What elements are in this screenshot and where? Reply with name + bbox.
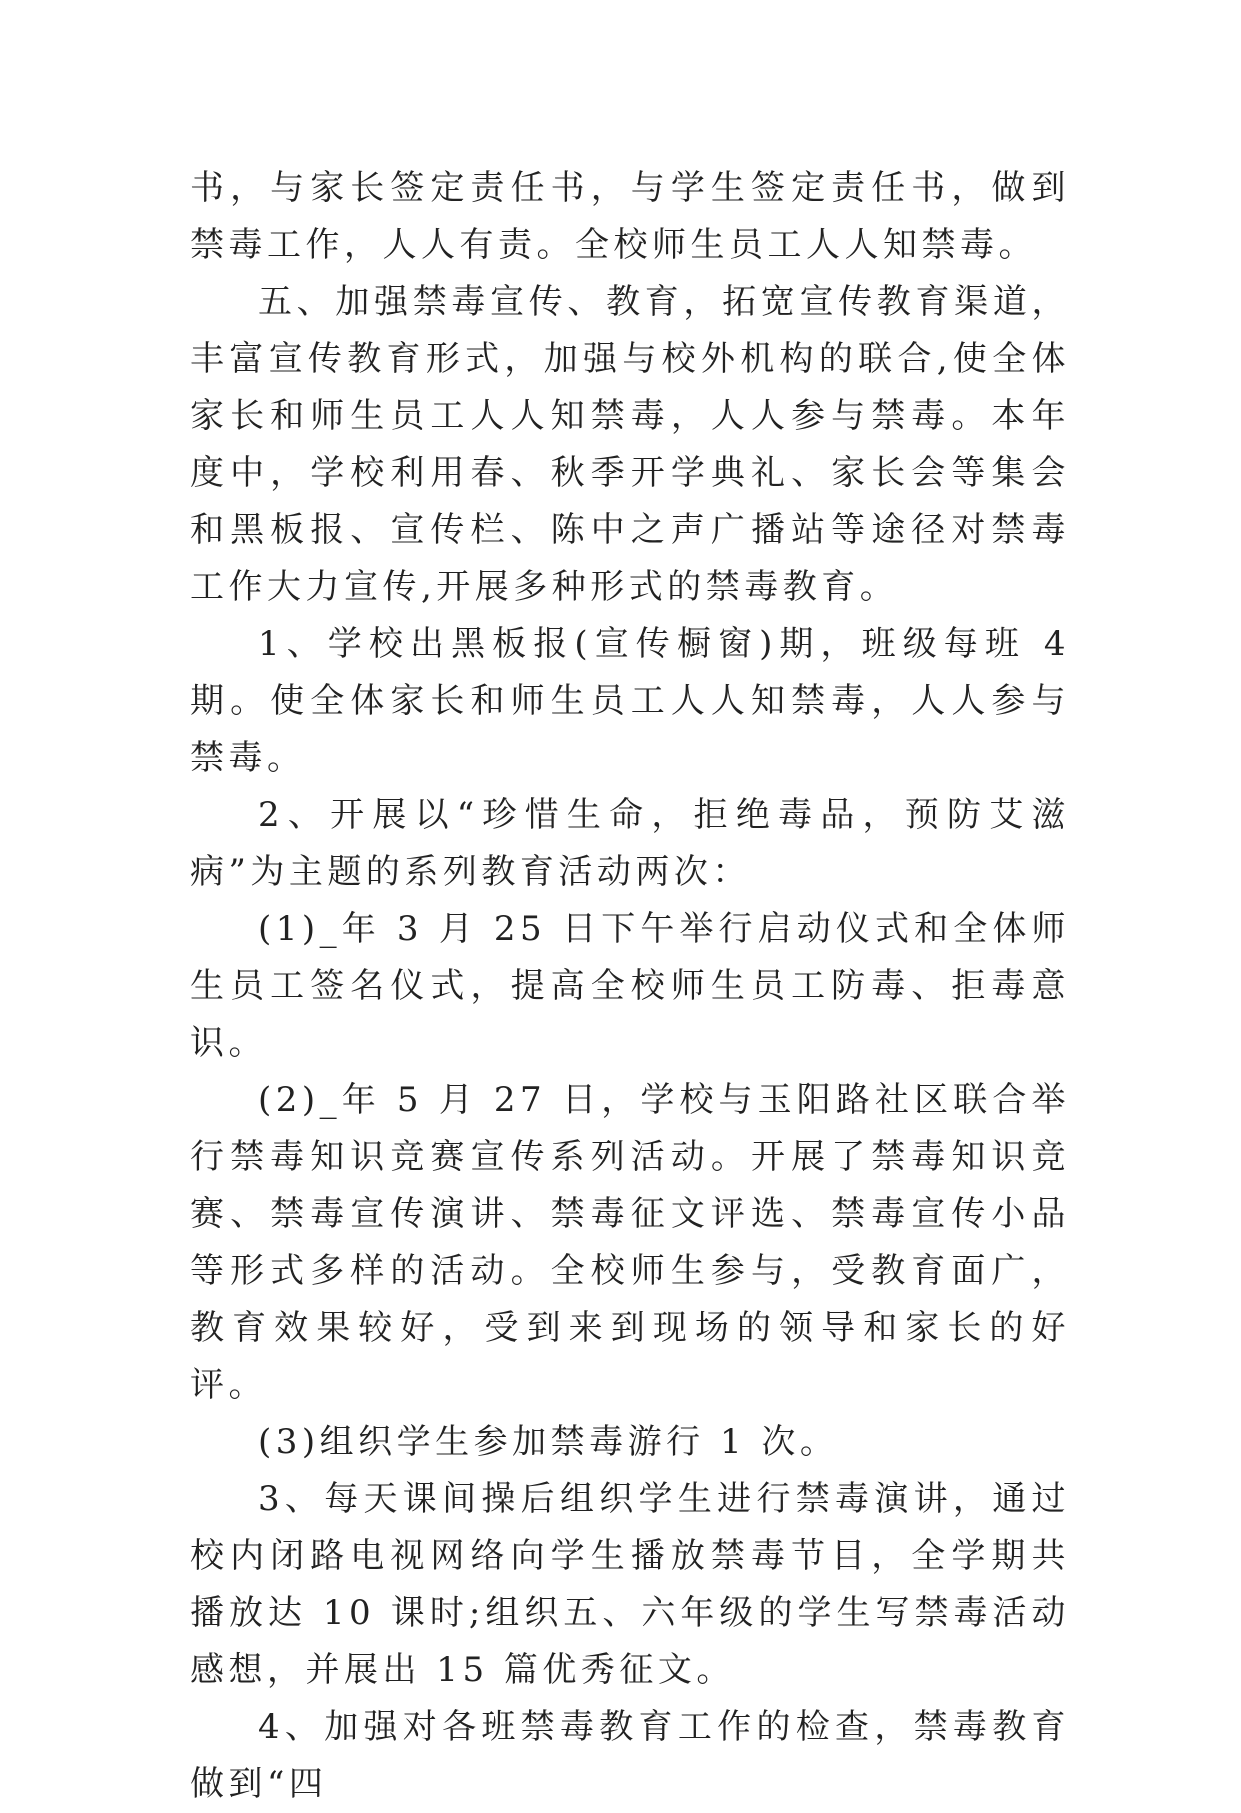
document-body: [190, 160, 1070, 1813]
paragraph-item-3: 3、每天课间操后组织学生进行禁毒演讲，通过校内闭路电视网络向学生播放禁毒节目，全学期共播放达 10 课时;组织五、六年级的学生写禁毒活动感想，并展出 15 篇优秀征文。: [190, 1479, 1070, 1690]
paragraph-subitem-1: (1)_年 3 月 25 日下午举行启动仪式和全体师生员工签名仪式，提高全校师生员工防毒、拒毒意识。: [190, 909, 1070, 1063]
paragraph-item-1: 1、学校出黑板报(宣传橱窗)期，班级每班 4 期。使全体家长和师生员工人人知禁毒，人人参与禁毒。: [190, 624, 1070, 778]
paragraph-section-five: 五、加强禁毒宣传、教育，拓宽宣传教育渠道，丰富宣传教育形式，加强与校外机构的联合,使全体家长和师生员工人人知禁毒，人人参与禁毒。本年度中，学校利用春、秋季开学典礼、家长会等集会和黑板报、宣传栏、陈中之声广播站等途径对禁毒工作大力宣传,开展多种形式的禁毒教育。: [190, 282, 1070, 607]
paragraph-item-4: 4、加强对各班禁毒教育工作的检查，禁毒教育做到“四: [190, 1707, 1070, 1804]
paragraph-item-2: 2、开展以“珍惜生命，拒绝毒品，预防艾滋病”为主题的系列教育活动两次：: [190, 795, 1070, 892]
paragraph-continuation: 书，与家长签定责任书，与学生签定责任书，做到禁毒工作，人人有责。全校师生员工人人知禁毒。: [190, 168, 1070, 265]
paragraph-subitem-3: (3)组织学生参加禁毒游行 1 次。: [258, 1422, 839, 1462]
paragraph-subitem-2: (2)_年 5 月 27 日，学校与玉阳路社区联合举行禁毒知识竞赛宣传系列活动。开展了禁毒知识竞赛、禁毒宣传演讲、禁毒征文评选、禁毒宣传小品等形式多样的活动。全校师生参与，受教育面广，教育效果较好，受到来到现场的领导和家长的好评。: [190, 1080, 1070, 1405]
